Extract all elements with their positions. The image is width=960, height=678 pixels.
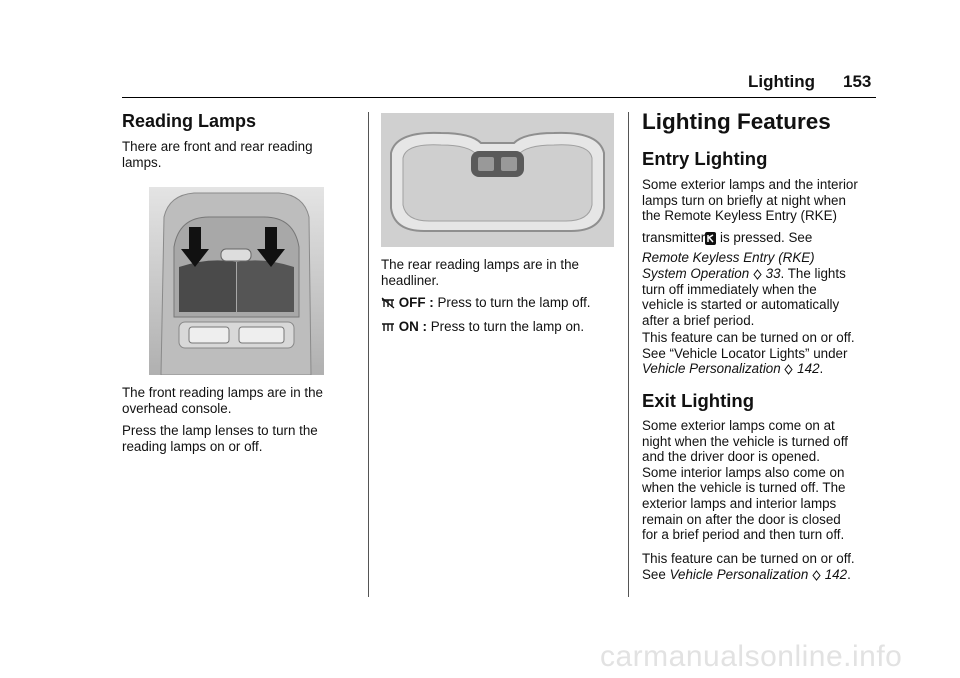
reading-lamps-heading: Reading Lamps [122,111,257,131]
front-lamps-caption: The front reading lamps are in the overhead console. [122,385,323,416]
lamp-off-row [381,295,591,311]
lighting-features-heading: Lighting Features [642,109,831,134]
entry-lighting-heading: Entry Lighting [642,148,768,169]
page-reference-icon [812,570,821,581]
lamp-off-icon [381,297,395,309]
exit-lighting-paragraph: Some exterior lamps come on at night when the vehicle is turned off and the driver door is opened. Some interior lamps also come on when the vehicle is turned off. The exterior lamps and interior lamps remain on after the door is closed for a brief period and then turn off. [642,418,848,543]
reading-lamps-intro: There are front and rear reading lamps. [122,139,313,170]
front-reading-lamps-figure [149,187,324,375]
lamp-on-icon [381,321,395,333]
header-rule [122,97,876,98]
page-number: 153 [843,72,872,91]
lamp-on-row [381,319,584,335]
lamp-off-label: OFF : [398,295,434,310]
exit-lighting-personalization: This feature can be turned on or off. See Vehicle Personalization 142. [642,551,855,582]
page-reference-icon [753,269,762,280]
column-divider [628,112,629,597]
unlock-key-icon [705,232,716,245]
rear-reading-lamps-figure [381,113,614,247]
column-divider [368,112,369,597]
section-title: Lighting [748,72,816,91]
lamp-on-label: ON : [398,319,427,334]
page-header [740,72,880,96]
entry-lighting-personalization: This feature can be turned on or off. See “Vehicle Locator Lights” under Vehicle Personalization 142. [642,330,855,377]
exit-lighting-heading: Exit Lighting [642,390,755,411]
page-reference-icon [784,364,793,375]
lamp-off-text: Press to turn the lamp off. [437,295,591,310]
watermark: carmanualsonline.info [600,640,903,673]
entry-lighting-paragraph: Some exterior lamps and the interior lamps turn on briefly at night when the Remote Keyless Entry (RKE) transmitter is pressed. See Remote Keyless Entry (RKE) System Operation 33. The lights turn off immediately when the vehicle is started or automatically after a brief period. [642,177,858,328]
lamp-on-text: Press to turn the lamp on. [430,319,585,334]
rear-lamps-caption: The rear reading lamps are in the headliner. [381,257,579,288]
front-lamps-instructions: Press the lamp lenses to turn the reading lamps on or off. [122,423,318,454]
